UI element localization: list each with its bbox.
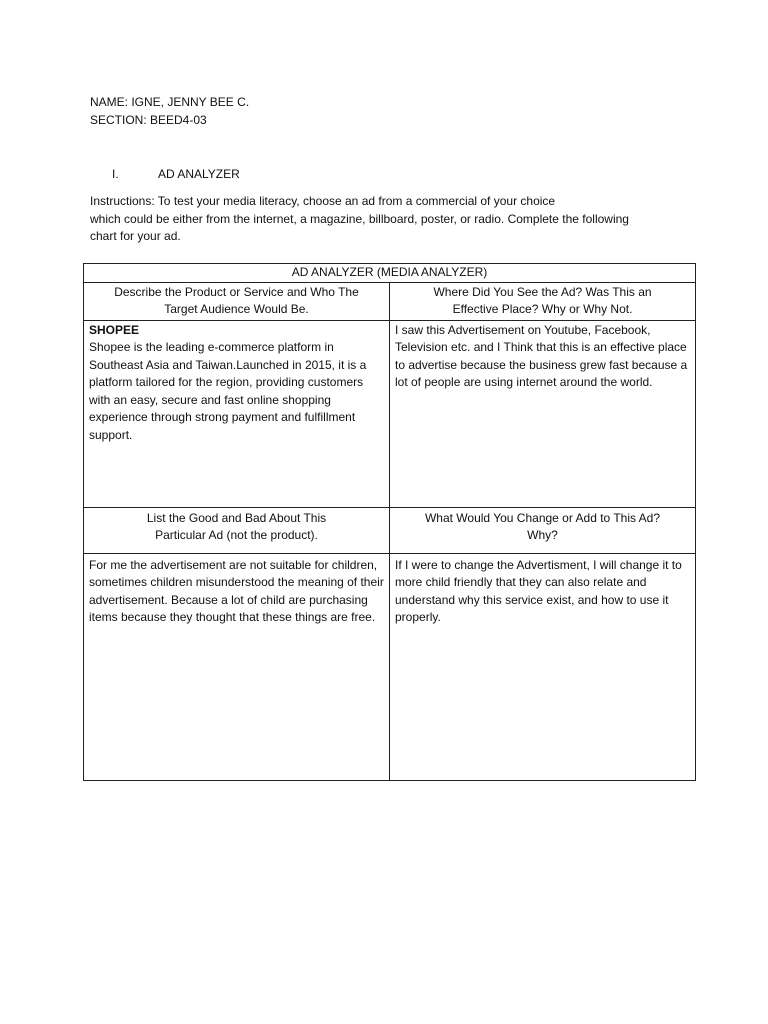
- answer-change: [390, 553, 696, 780]
- question-good-bad-line-1: List the Good and Bad About This: [146, 510, 327, 525]
- answer-product-heading: SHOPEE: [89, 322, 140, 337]
- section-heading: [112, 166, 240, 184]
- question-good-bad: [84, 507, 390, 553]
- question-placement: [390, 282, 696, 320]
- question-placement-line-2: Effective Place? Why or Why Not.: [452, 302, 633, 316]
- student-info: [90, 94, 249, 129]
- question-change: [390, 507, 696, 553]
- answer-product-text: Shopee is the leading e-commerce platform in Southeast Asia and Taiwan.Launched in 2015, it is a platform tailored for the region, providing customers with an easy, secure and fast online shopping experience through strong payment and fulfillment support.: [89, 340, 367, 442]
- table-title: AD ANALYZER (MEDIA ANALYZER): [84, 264, 696, 283]
- question-placement-line-1: Where Did You See the Ad? Was This an: [433, 284, 652, 299]
- section-line: SECTION: BEED4-03: [90, 112, 207, 127]
- answer-product: [84, 320, 390, 507]
- section-numeral: I.: [112, 167, 119, 181]
- question-change-line-1: What Would You Change or Add to This Ad?: [424, 510, 661, 525]
- instructions-line-2: which could be either from the internet, a magazine, billboard, poster, or radio. Complete the following: [90, 211, 629, 226]
- question-product-line-1: Describe the Product or Service and Who The: [114, 284, 359, 299]
- answer-change-text: If I were to change the Advertisment, I will change it to more child friendly that they can also relate and understand why this service exist, and how to use it properly.: [395, 557, 682, 624]
- answer-placement-text: I saw this Advertisement on Youtube, Facebook, Television etc. and I Think that this is an effective place to advertise because the business grew fast because a lot of people are using internet around the world.: [395, 322, 688, 389]
- question-good-bad-line-2: Particular Ad (not the product).: [155, 528, 318, 542]
- name-line: NAME: IGNE, JENNY BEE C.: [90, 95, 250, 109]
- question-product: [84, 282, 390, 320]
- ad-analyzer-table: [83, 263, 696, 781]
- answer-good-bad: [84, 553, 390, 780]
- answer-placement: [390, 320, 696, 507]
- section-title: AD ANALYZER: [158, 167, 240, 181]
- question-product-line-2: Target Audience Would Be.: [164, 302, 309, 316]
- instructions: [90, 193, 690, 246]
- question-change-line-2: Why?: [527, 528, 558, 542]
- instructions-line-3: chart for your ad.: [90, 229, 181, 243]
- instructions-line-1: Instructions: To test your media literacy, choose an ad from a commercial of your choice: [90, 194, 556, 208]
- answer-good-bad-text: For me the advertisement are not suitable for children, sometimes children misunderstood the meaning of their advertisement. Because a lot of child are purchasing items because they thought that these things are free.: [89, 557, 384, 624]
